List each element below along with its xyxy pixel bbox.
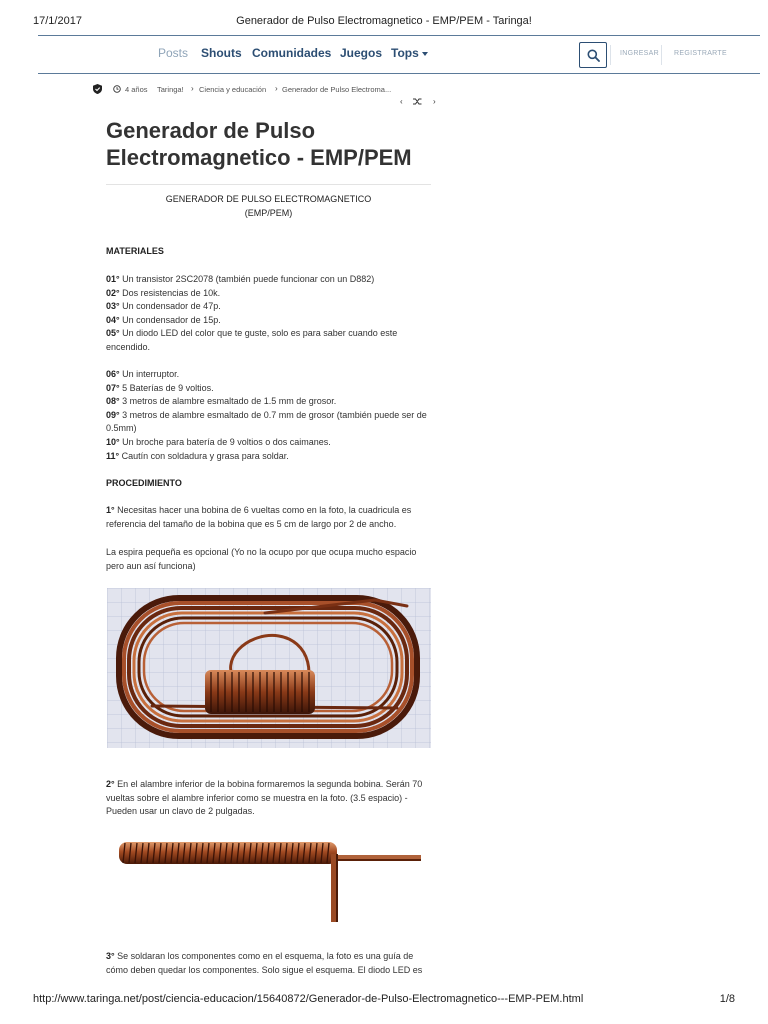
list-item bbox=[106, 273, 431, 287]
print-footer bbox=[33, 993, 735, 1009]
item-number: 09° bbox=[106, 409, 120, 420]
chevron-right-icon: › bbox=[275, 84, 278, 93]
register-link[interactable]: REGISTRARTE bbox=[674, 50, 727, 57]
nav-divider bbox=[610, 45, 611, 65]
item-text: Cautín con soldadura y grasa para soldar. bbox=[119, 450, 289, 461]
coil-photo bbox=[107, 588, 431, 748]
materials-list-b bbox=[106, 368, 431, 463]
breadcrumb-category[interactable]: Ciencia y educación bbox=[199, 85, 267, 94]
item-text: Un diodo LED del color que te guste, solo es para saber cuando este encendido. bbox=[106, 328, 398, 352]
step-number: 2° bbox=[106, 779, 115, 789]
breadcrumb bbox=[93, 84, 438, 96]
login-link[interactable]: INGRESAR bbox=[620, 50, 659, 57]
procedure-heading: PROCEDIMIENTO bbox=[106, 478, 182, 488]
item-text: Un broche para batería de 9 voltios o dos caimanes. bbox=[119, 436, 331, 447]
post-subheading bbox=[106, 192, 431, 220]
item-number: 08° bbox=[106, 396, 120, 407]
item-number: 10° bbox=[106, 436, 120, 447]
shield-check-icon bbox=[93, 84, 102, 94]
post-navigation bbox=[398, 97, 440, 107]
step-2 bbox=[106, 778, 431, 819]
list-item bbox=[106, 314, 431, 328]
list-item bbox=[106, 395, 431, 409]
chevron-right-icon: › bbox=[191, 84, 194, 93]
item-number: 01° bbox=[106, 274, 120, 284]
random-post-icon[interactable] bbox=[413, 98, 422, 105]
item-text: Un condensador de 15p. bbox=[119, 314, 221, 325]
materials-list-a bbox=[106, 273, 431, 355]
item-text: Dos resistencias de 10k. bbox=[119, 287, 221, 298]
search-icon bbox=[587, 49, 600, 62]
nav-tops[interactable] bbox=[391, 46, 428, 60]
print-page-number: 1/8 bbox=[719, 993, 735, 1005]
breadcrumb-site[interactable]: Taringa! bbox=[157, 85, 184, 94]
item-number: 03° bbox=[106, 301, 120, 312]
list-item bbox=[106, 436, 431, 450]
step-text: Necesitas hacer una bobina de 6 vueltas como en la foto, la cuadricula es referencia del tamaño de la bobina que es 5 cm de largo por 2 de ancho. bbox=[106, 505, 412, 529]
next-post-icon[interactable]: › bbox=[433, 97, 436, 106]
list-item bbox=[106, 300, 431, 314]
step-text: En el alambre inferior de la bobina formaremos la segunda bobina. Serán 70 vueltas sobre el alambre inferior como se muestra en la foto. (3.5 espacio) - Pueden usar un clavo de 2 pulgadas. bbox=[106, 779, 423, 817]
step-1-note: La espira pequeña es opcional (Yo no la ocupo por que ocupa mucho espacio pero aun así funciona) bbox=[106, 547, 417, 571]
post-age: 4 años bbox=[125, 85, 148, 94]
top-navigation bbox=[38, 37, 760, 73]
print-date: 17/1/2017 bbox=[33, 15, 82, 27]
subheading-line-2: (EMP/PEM) bbox=[244, 208, 293, 218]
item-text: 3 metros de alambre esmaltado de 0.7 mm de grosor (también puede ser de 0.5mm) bbox=[106, 409, 427, 434]
item-text: Un interruptor. bbox=[119, 369, 180, 379]
item-number: 02° bbox=[106, 287, 120, 298]
materials-heading: MATERIALES bbox=[106, 246, 164, 256]
nav-comunidades[interactable]: Comunidades bbox=[252, 46, 332, 60]
title-divider bbox=[106, 184, 431, 185]
step-number: 3° bbox=[106, 951, 115, 961]
step-text: Se soldaran los componentes como en el esquema, la foto es una guía de cómo deben quedar los componentes. Solo sigue el esquema. El diodo LED es bbox=[106, 951, 423, 975]
post-title: Generador de Pulso Electromagnetico - EMP/PEM bbox=[106, 118, 412, 170]
item-number: 11° bbox=[106, 450, 120, 461]
item-number: 05° bbox=[106, 328, 120, 339]
list-item bbox=[106, 450, 431, 464]
nav-tops-label: Tops bbox=[391, 46, 419, 60]
secondary-coil-photo bbox=[117, 830, 423, 924]
nav-top-border bbox=[38, 35, 760, 36]
nav-bottom-border bbox=[38, 73, 760, 74]
step-1 bbox=[106, 504, 431, 531]
nav-posts[interactable]: Posts bbox=[158, 46, 189, 60]
search-button[interactable] bbox=[579, 42, 607, 68]
previous-post-icon[interactable]: ‹ bbox=[400, 97, 403, 106]
subheading-line-1: GENERADOR DE PULSO ELECTROMAGNETICO bbox=[165, 194, 372, 204]
item-text: Un condensador de 47p. bbox=[119, 301, 221, 312]
list-item bbox=[106, 409, 431, 436]
item-number: 06° bbox=[106, 369, 120, 379]
item-text: 5 Baterías de 9 voltios. bbox=[119, 382, 214, 393]
print-url: http://www.taringa.net/post/ciencia-educacion/15640872/Generador-de-Pulso-Electromagnetico---EMP-PEM.html bbox=[33, 993, 584, 1005]
print-page-title: Generador de Pulso Electromagnetico - EMP/PEM - Taringa! bbox=[236, 15, 532, 27]
nav-juegos[interactable]: Juegos bbox=[340, 46, 383, 60]
step-3 bbox=[106, 950, 431, 977]
nav-divider bbox=[661, 45, 662, 65]
list-item bbox=[106, 368, 431, 382]
step-number: 1° bbox=[106, 505, 115, 515]
item-text: 3 metros de alambre esmaltado de 1.5 mm de grosor. bbox=[119, 396, 337, 407]
item-number: 04° bbox=[106, 314, 120, 325]
clock-icon bbox=[113, 85, 121, 93]
item-text: Un transistor 2SC2078 (también puede funcionar con un D882) bbox=[119, 274, 375, 284]
list-item bbox=[106, 287, 431, 301]
list-item bbox=[106, 327, 431, 354]
print-header bbox=[33, 15, 735, 31]
nav-shouts[interactable]: Shouts bbox=[201, 46, 242, 60]
breadcrumb-current: Generador de Pulso Electroma... bbox=[282, 85, 392, 94]
item-number: 07° bbox=[106, 382, 120, 393]
chevron-down-icon bbox=[422, 52, 428, 56]
list-item bbox=[106, 382, 431, 396]
